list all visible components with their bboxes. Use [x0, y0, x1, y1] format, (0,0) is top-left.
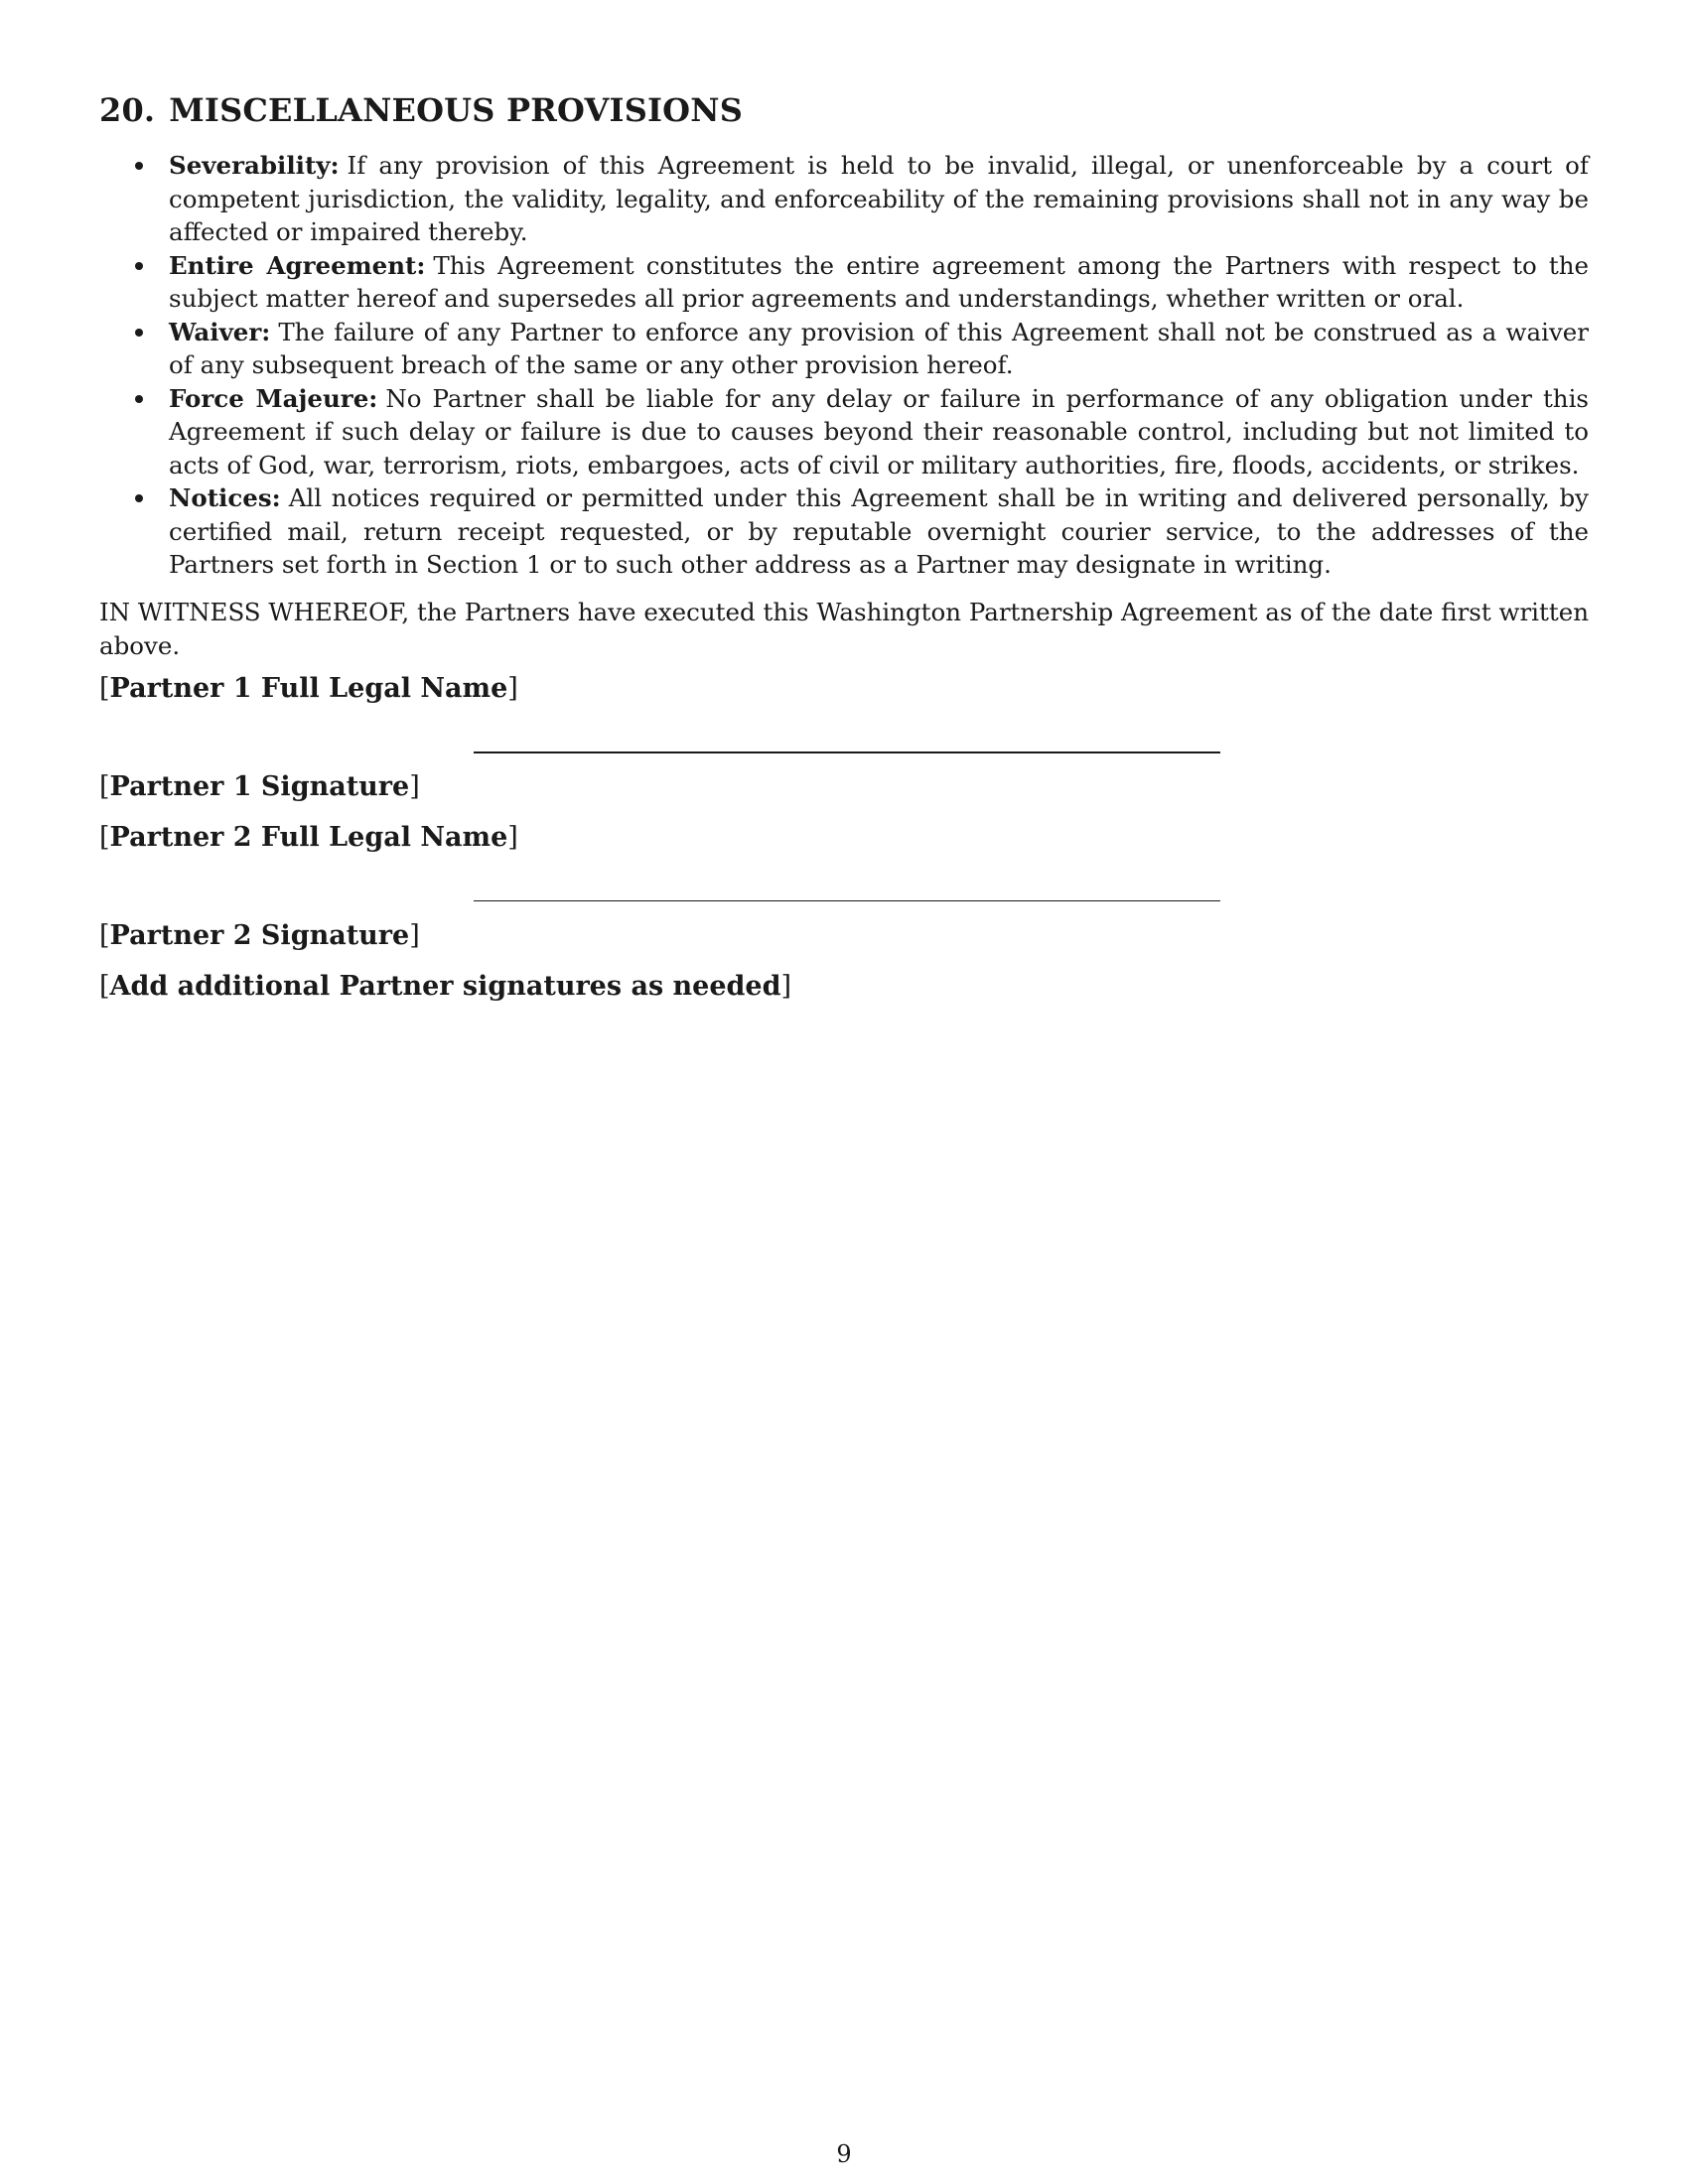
bullet-icon — [135, 162, 143, 170]
close-bracket: ] — [507, 673, 518, 704]
provision-text: No Partner shall be liable for any delay or failure in performance of any obligation under this Agreement if such delay or failure is due to causes beyond their reasonable control, including but not limited to acts of God, war, terrorism, riots, embargoes, acts of civil or military authorities, fire, floods, accidents, or strikes. — [169, 383, 1589, 479]
provision-term: Entire Agreement: — [169, 250, 426, 280]
section-heading — [99, 91, 743, 129]
partner2-signature-line[interactable] — [474, 900, 1220, 901]
provision-term: Severability: — [169, 151, 340, 180]
partner2-name-label — [99, 822, 518, 853]
witness-clause: IN WITNESS WHEREOF, the Partners have executed this Washington Partnership Agreement as of the date first written above. — [99, 598, 1589, 660]
provision-text: If any provision of this Agreement is held to be invalid, illegal, or unenforceable by a court of competent jurisdiction, the validity, legality, and enforceability of the remaining provisions shall not in any way be affected or impaired thereby. — [169, 151, 1589, 246]
close-bracket: ] — [507, 822, 518, 853]
partner1-name-label — [99, 673, 518, 704]
partner1-name-text: Partner 1 Full Legal Name — [109, 673, 508, 704]
partner1-signature-label — [99, 771, 420, 802]
close-bracket: ] — [780, 971, 792, 1002]
provision-term: Waiver: — [169, 317, 271, 346]
bullet-icon — [135, 329, 143, 337]
close-bracket: ] — [409, 771, 420, 802]
partner2-name-text: Partner 2 Full Legal Name — [109, 822, 508, 853]
provision-waiver — [99, 316, 1589, 382]
open-bracket: [ — [99, 971, 110, 1002]
close-bracket: ] — [409, 920, 420, 951]
additional-signatures-note — [99, 971, 791, 1002]
partner1-signature-line[interactable] — [474, 751, 1220, 753]
provision-text: This Agreement constitutes the entire agreement among the Partners with respect to the subject matter hereof and supersedes all prior agreements and understandings, whether written or oral. — [169, 250, 1589, 313]
document-page — [99, 0, 1589, 2184]
provision-text: All notices required or permitted under this Agreement shall be in writing and delivered personally, by certified mail, return receipt requested, or by reputable overnight courier service, to the addresses of the Partners set forth in Section 1 or to such other address as a Partner may designate in writing. — [169, 483, 1589, 579]
bullet-icon — [135, 494, 143, 502]
bullet-icon — [135, 262, 143, 270]
open-bracket: [ — [99, 673, 110, 704]
page-number: 9 — [836, 2140, 852, 2168]
provision-force-majeure — [99, 382, 1589, 482]
partner2-signature-text: Partner 2 Signature — [109, 920, 410, 951]
provision-severability — [99, 149, 1589, 249]
provision-text: The failure of any Partner to enforce any provision of this Agreement shall not be construed as a waiver of any subsequent breach of the same or any other provision hereof. — [169, 317, 1589, 379]
provision-term: Notices: — [169, 483, 281, 512]
section-number: 20. — [99, 91, 156, 129]
section-title: MISCELLANEOUS PROVISIONS — [169, 91, 744, 129]
provisions-list — [99, 149, 1589, 582]
open-bracket: [ — [99, 771, 110, 802]
partner1-signature-text: Partner 1 Signature — [109, 771, 410, 802]
bullet-icon — [135, 395, 143, 403]
provision-notices — [99, 481, 1589, 582]
additional-signatures-text: Add additional Partner signatures as needed — [109, 971, 781, 1002]
open-bracket: [ — [99, 920, 110, 951]
open-bracket: [ — [99, 822, 110, 853]
partner2-signature-label — [99, 920, 420, 951]
provision-term: Force Majeure: — [169, 383, 378, 413]
provision-entire-agreement — [99, 249, 1589, 316]
